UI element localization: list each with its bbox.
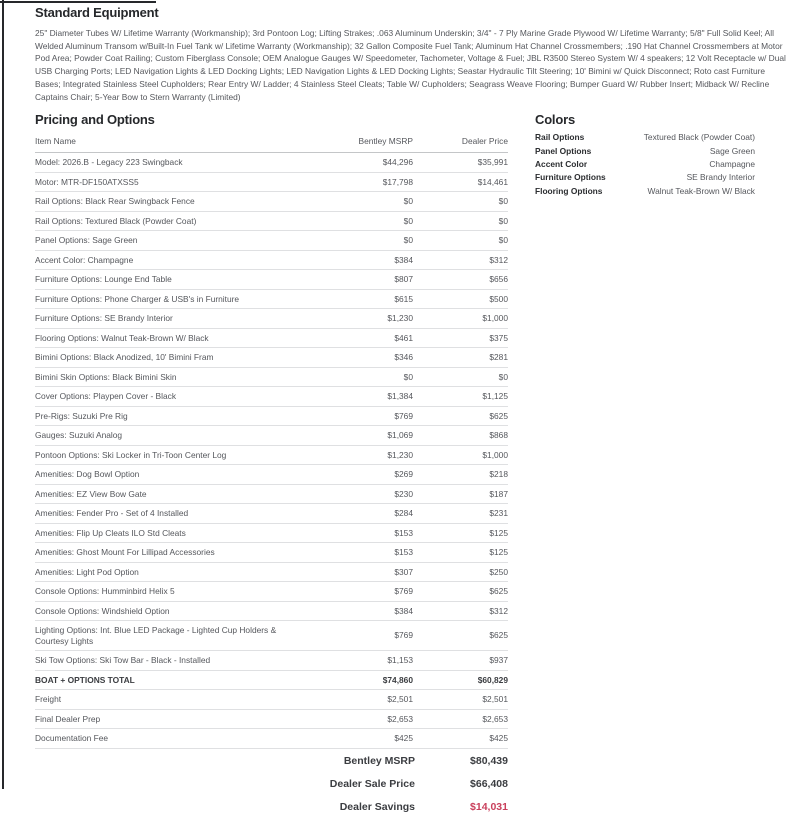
colors-list: [535, 131, 755, 198]
table-row: [35, 621, 508, 651]
dealer-price-cell: $625: [413, 621, 508, 651]
color-option-label: Accent Color: [535, 159, 588, 170]
table-row: [35, 192, 508, 212]
item-name-cell: BOAT + OPTIONS TOTAL: [35, 670, 318, 690]
table-row: [35, 484, 508, 504]
table-row: [35, 172, 508, 192]
msrp-cell: $17,798: [318, 172, 413, 192]
pricing-summary: [35, 750, 508, 819]
dealer-price-cell: $2,501: [413, 690, 508, 710]
item-name-cell: Accent Color: Champagne: [35, 250, 318, 270]
item-name-cell: Bimini Options: Black Anodized, 10' Bimini Fram: [35, 348, 318, 368]
color-option-label: Furniture Options: [535, 172, 606, 183]
color-option-value: Champagne: [709, 159, 755, 170]
table-row: [35, 651, 508, 671]
dealer-price-cell: $625: [413, 582, 508, 602]
item-name-cell: Furniture Options: SE Brandy Interior: [35, 309, 318, 329]
table-row: [35, 250, 508, 270]
table-row: [35, 562, 508, 582]
item-name-cell: Ski Tow Options: Ski Tow Bar - Black - Installed: [35, 651, 318, 671]
item-name-cell: Amenities: Flip Up Cleats ILO Std Cleats: [35, 523, 318, 543]
item-name-cell: Flooring Options: Walnut Teak-Brown W/ Black: [35, 328, 318, 348]
dealer-price-cell: $187: [413, 484, 508, 504]
standard-equipment-section: [35, 5, 790, 103]
table-row: [35, 406, 508, 426]
table-row: [35, 729, 508, 749]
msrp-cell: $2,501: [318, 690, 413, 710]
item-name-cell: Amenities: Fender Pro - Set of 4 Installed: [35, 504, 318, 524]
dealer-price-cell: $35,991: [413, 153, 508, 173]
pricing-title: Pricing and Options: [35, 112, 155, 128]
summary-label: Dealer Sale Price: [329, 778, 415, 791]
msrp-cell: $346: [318, 348, 413, 368]
table-row: [35, 709, 508, 729]
table-row: [35, 387, 508, 407]
dealer-price-cell: $1,000: [413, 309, 508, 329]
dealer-price-cell: $0: [413, 367, 508, 387]
frame-border-top: [0, 1, 156, 3]
msrp-cell: $0: [318, 211, 413, 231]
item-name-cell: Gauges: Suzuki Analog: [35, 426, 318, 446]
dealer-price-cell: $218: [413, 465, 508, 485]
col-bentley-msrp: Bentley MSRP: [318, 134, 413, 153]
item-name-cell: Amenities: Dog Bowl Option: [35, 465, 318, 485]
summary-row: [35, 773, 508, 796]
item-name-cell: Documentation Fee: [35, 729, 318, 749]
color-option-row: [535, 171, 755, 184]
item-name-cell: Motor: MTR-DF150ATXSS5: [35, 172, 318, 192]
pricing-and-options-section: [35, 112, 508, 819]
table-row: [35, 582, 508, 602]
table-row: [35, 523, 508, 543]
table-row: [35, 231, 508, 251]
table-row: [35, 445, 508, 465]
table-row: [35, 543, 508, 563]
msrp-cell: $44,296: [318, 153, 413, 173]
msrp-cell: $0: [318, 231, 413, 251]
msrp-cell: $807: [318, 270, 413, 290]
table-row: [35, 309, 508, 329]
msrp-cell: $384: [318, 250, 413, 270]
msrp-cell: $153: [318, 543, 413, 563]
dealer-price-cell: $312: [413, 601, 508, 621]
table-row: [35, 270, 508, 290]
dealer-price-cell: $625: [413, 406, 508, 426]
dealer-price-cell: $312: [413, 250, 508, 270]
color-option-label: Flooring Options: [535, 185, 603, 196]
dealer-price-cell: $937: [413, 651, 508, 671]
item-name-cell: Console Options: Humminbird Helix 5: [35, 582, 318, 602]
table-row: [35, 690, 508, 710]
msrp-cell: $615: [318, 289, 413, 309]
color-option-label: Panel Options: [535, 145, 592, 156]
dealer-price-cell: $125: [413, 523, 508, 543]
summary-row: [35, 796, 508, 819]
color-option-value: Sage Green: [709, 145, 755, 156]
dealer-price-cell: $2,653: [413, 709, 508, 729]
msrp-cell: $425: [318, 729, 413, 749]
table-row: [35, 153, 508, 173]
dealer-price-cell: $281: [413, 348, 508, 368]
item-name-cell: Rail Options: Textured Black (Powder Coat): [35, 211, 318, 231]
msrp-cell: $769: [318, 406, 413, 426]
pricing-table: [35, 134, 508, 749]
standard-equipment-text: 25" Diameter Tubes W/ Lifetime Warranty (Workmanship); 3rd Pontoon Log; Lifting Strakes; .063 Aluminum Underskin; 3/4" - 7 Ply Marine Grade Plywood W/ Lifetime Warranty; 5/8" Full Solid Keel; All Welded Aluminum Transom w/Built-In Fuel Tank w/ Lifetime Warranty (Workmanship); 32 Gallon Composite Fuel Tank; Aluminum Hat Channel Crossmembers; .190 Hat Channel Crossmembers at Motor Pod Area; Powder Coat Railing; Custom Fiberglass Console; OEM Analogue Gauges W/ Speedometer, Tachometer, Voltage & Fuel; JBL R3500 Stereo System W/ 4 speakers; 12 Volt Receptacle w/ Dual USB Charging Ports; LED Navigation Lights & LED Docking Lights; LED Navigation Lights & LED Docking Lights; Seastar Hydraulic Tilt Steering; 10' Bimini w/ Quick Disconnect; Roto cast Furniture Bases; Integrated Stainless Steel Cupholders; Rear Entry W/ Ladder; 4 Stainless Steel Cleats; Table W/ Cupholders; Seagrass Weave Flooring; Bumper Guard W/ Rubber Insert; Midback W/ Recline Captains Chair; 5-Year Bow to Stern Warranty (Limited): [35, 28, 786, 102]
dealer-price-cell: $868: [413, 426, 508, 446]
item-name-cell: Cover Options: Playpen Cover - Black: [35, 387, 318, 407]
dealer-price-cell: $125: [413, 543, 508, 563]
msrp-cell: $284: [318, 504, 413, 524]
msrp-cell: $384: [318, 601, 413, 621]
table-row: [35, 211, 508, 231]
table-row: [35, 670, 508, 690]
table-row: [35, 601, 508, 621]
colors-title: Colors: [535, 112, 575, 128]
msrp-cell: $230: [318, 484, 413, 504]
dealer-price-cell: $375: [413, 328, 508, 348]
dealer-price-cell: $656: [413, 270, 508, 290]
color-option-label: Rail Options: [535, 132, 585, 143]
color-option-value: Walnut Teak-Brown W/ Black: [647, 185, 755, 196]
summary-label: Bentley MSRP: [343, 755, 415, 768]
dealer-price-cell: $250: [413, 562, 508, 582]
dealer-price-cell: $0: [413, 231, 508, 251]
item-name-cell: Lighting Options: Int. Blue LED Package - Lighted Cup Holders & Courtesy Lights: [35, 621, 318, 651]
item-name-cell: Pontoon Options: Ski Locker in Tri-Toon Center Log: [35, 445, 318, 465]
color-option-row: [535, 158, 755, 171]
color-option-value: Textured Black (Powder Coat): [643, 132, 755, 143]
item-name-cell: Amenities: Ghost Mount For Lillipad Accessories: [35, 543, 318, 563]
table-row: [35, 504, 508, 524]
item-name-cell: Panel Options: Sage Green: [35, 231, 318, 251]
table-row: [35, 289, 508, 309]
item-name-cell: Amenities: Light Pod Option: [35, 562, 318, 582]
standard-equipment-title: Standard Equipment: [35, 5, 159, 20]
dealer-price-cell: $1,125: [413, 387, 508, 407]
table-row: [35, 328, 508, 348]
colors-section: [535, 112, 755, 198]
msrp-cell: $74,860: [318, 670, 413, 690]
table-row: [35, 465, 508, 485]
col-item-name: Item Name: [35, 134, 318, 153]
summary-value: $80,439: [470, 755, 508, 768]
table-row: [35, 348, 508, 368]
summary-label: Dealer Savings: [339, 801, 415, 814]
item-name-cell: Final Dealer Prep: [35, 709, 318, 729]
msrp-cell: $153: [318, 523, 413, 543]
item-name-cell: Console Options: Windshield Option: [35, 601, 318, 621]
color-option-row: [535, 131, 755, 144]
msrp-cell: $0: [318, 367, 413, 387]
msrp-cell: $269: [318, 465, 413, 485]
color-option-row: [535, 145, 755, 158]
msrp-cell: $769: [318, 621, 413, 651]
msrp-cell: $1,230: [318, 445, 413, 465]
msrp-cell: $1,384: [318, 387, 413, 407]
pricing-table-header-row: [35, 134, 508, 153]
item-name-cell: Furniture Options: Lounge End Table: [35, 270, 318, 290]
dealer-price-cell: $0: [413, 192, 508, 212]
dealer-price-cell: $60,829: [413, 670, 508, 690]
dealer-price-cell: $1,000: [413, 445, 508, 465]
col-dealer-price: Dealer Price: [413, 134, 508, 153]
summary-value: $66,408: [470, 778, 508, 791]
item-name-cell: Model: 2026.B - Legacy 223 Swingback: [35, 153, 318, 173]
color-option-value: SE Brandy Interior: [686, 172, 755, 183]
msrp-cell: $307: [318, 562, 413, 582]
msrp-cell: $2,653: [318, 709, 413, 729]
item-name-cell: Furniture Options: Phone Charger & USB's in Furniture: [35, 289, 318, 309]
item-name-cell: Amenities: EZ View Bow Gate: [35, 484, 318, 504]
item-name-cell: Pre-Rigs: Suzuki Pre Rig: [35, 406, 318, 426]
msrp-cell: $461: [318, 328, 413, 348]
msrp-cell: $769: [318, 582, 413, 602]
dealer-price-cell: $425: [413, 729, 508, 749]
table-row: [35, 426, 508, 446]
item-name-cell: Bimini Skin Options: Black Bimini Skin: [35, 367, 318, 387]
summary-value: $14,031: [470, 801, 508, 814]
dealer-price-cell: $500: [413, 289, 508, 309]
msrp-cell: $1,230: [318, 309, 413, 329]
dealer-price-cell: $231: [413, 504, 508, 524]
table-row: [35, 367, 508, 387]
frame-border-left: [2, 0, 4, 789]
msrp-cell: $0: [318, 192, 413, 212]
msrp-cell: $1,153: [318, 651, 413, 671]
item-name-cell: Rail Options: Black Rear Swingback Fence: [35, 192, 318, 212]
msrp-cell: $1,069: [318, 426, 413, 446]
item-name-cell: Freight: [35, 690, 318, 710]
color-option-row: [535, 185, 755, 198]
summary-row: [35, 750, 508, 773]
dealer-price-cell: $14,461: [413, 172, 508, 192]
dealer-price-cell: $0: [413, 211, 508, 231]
